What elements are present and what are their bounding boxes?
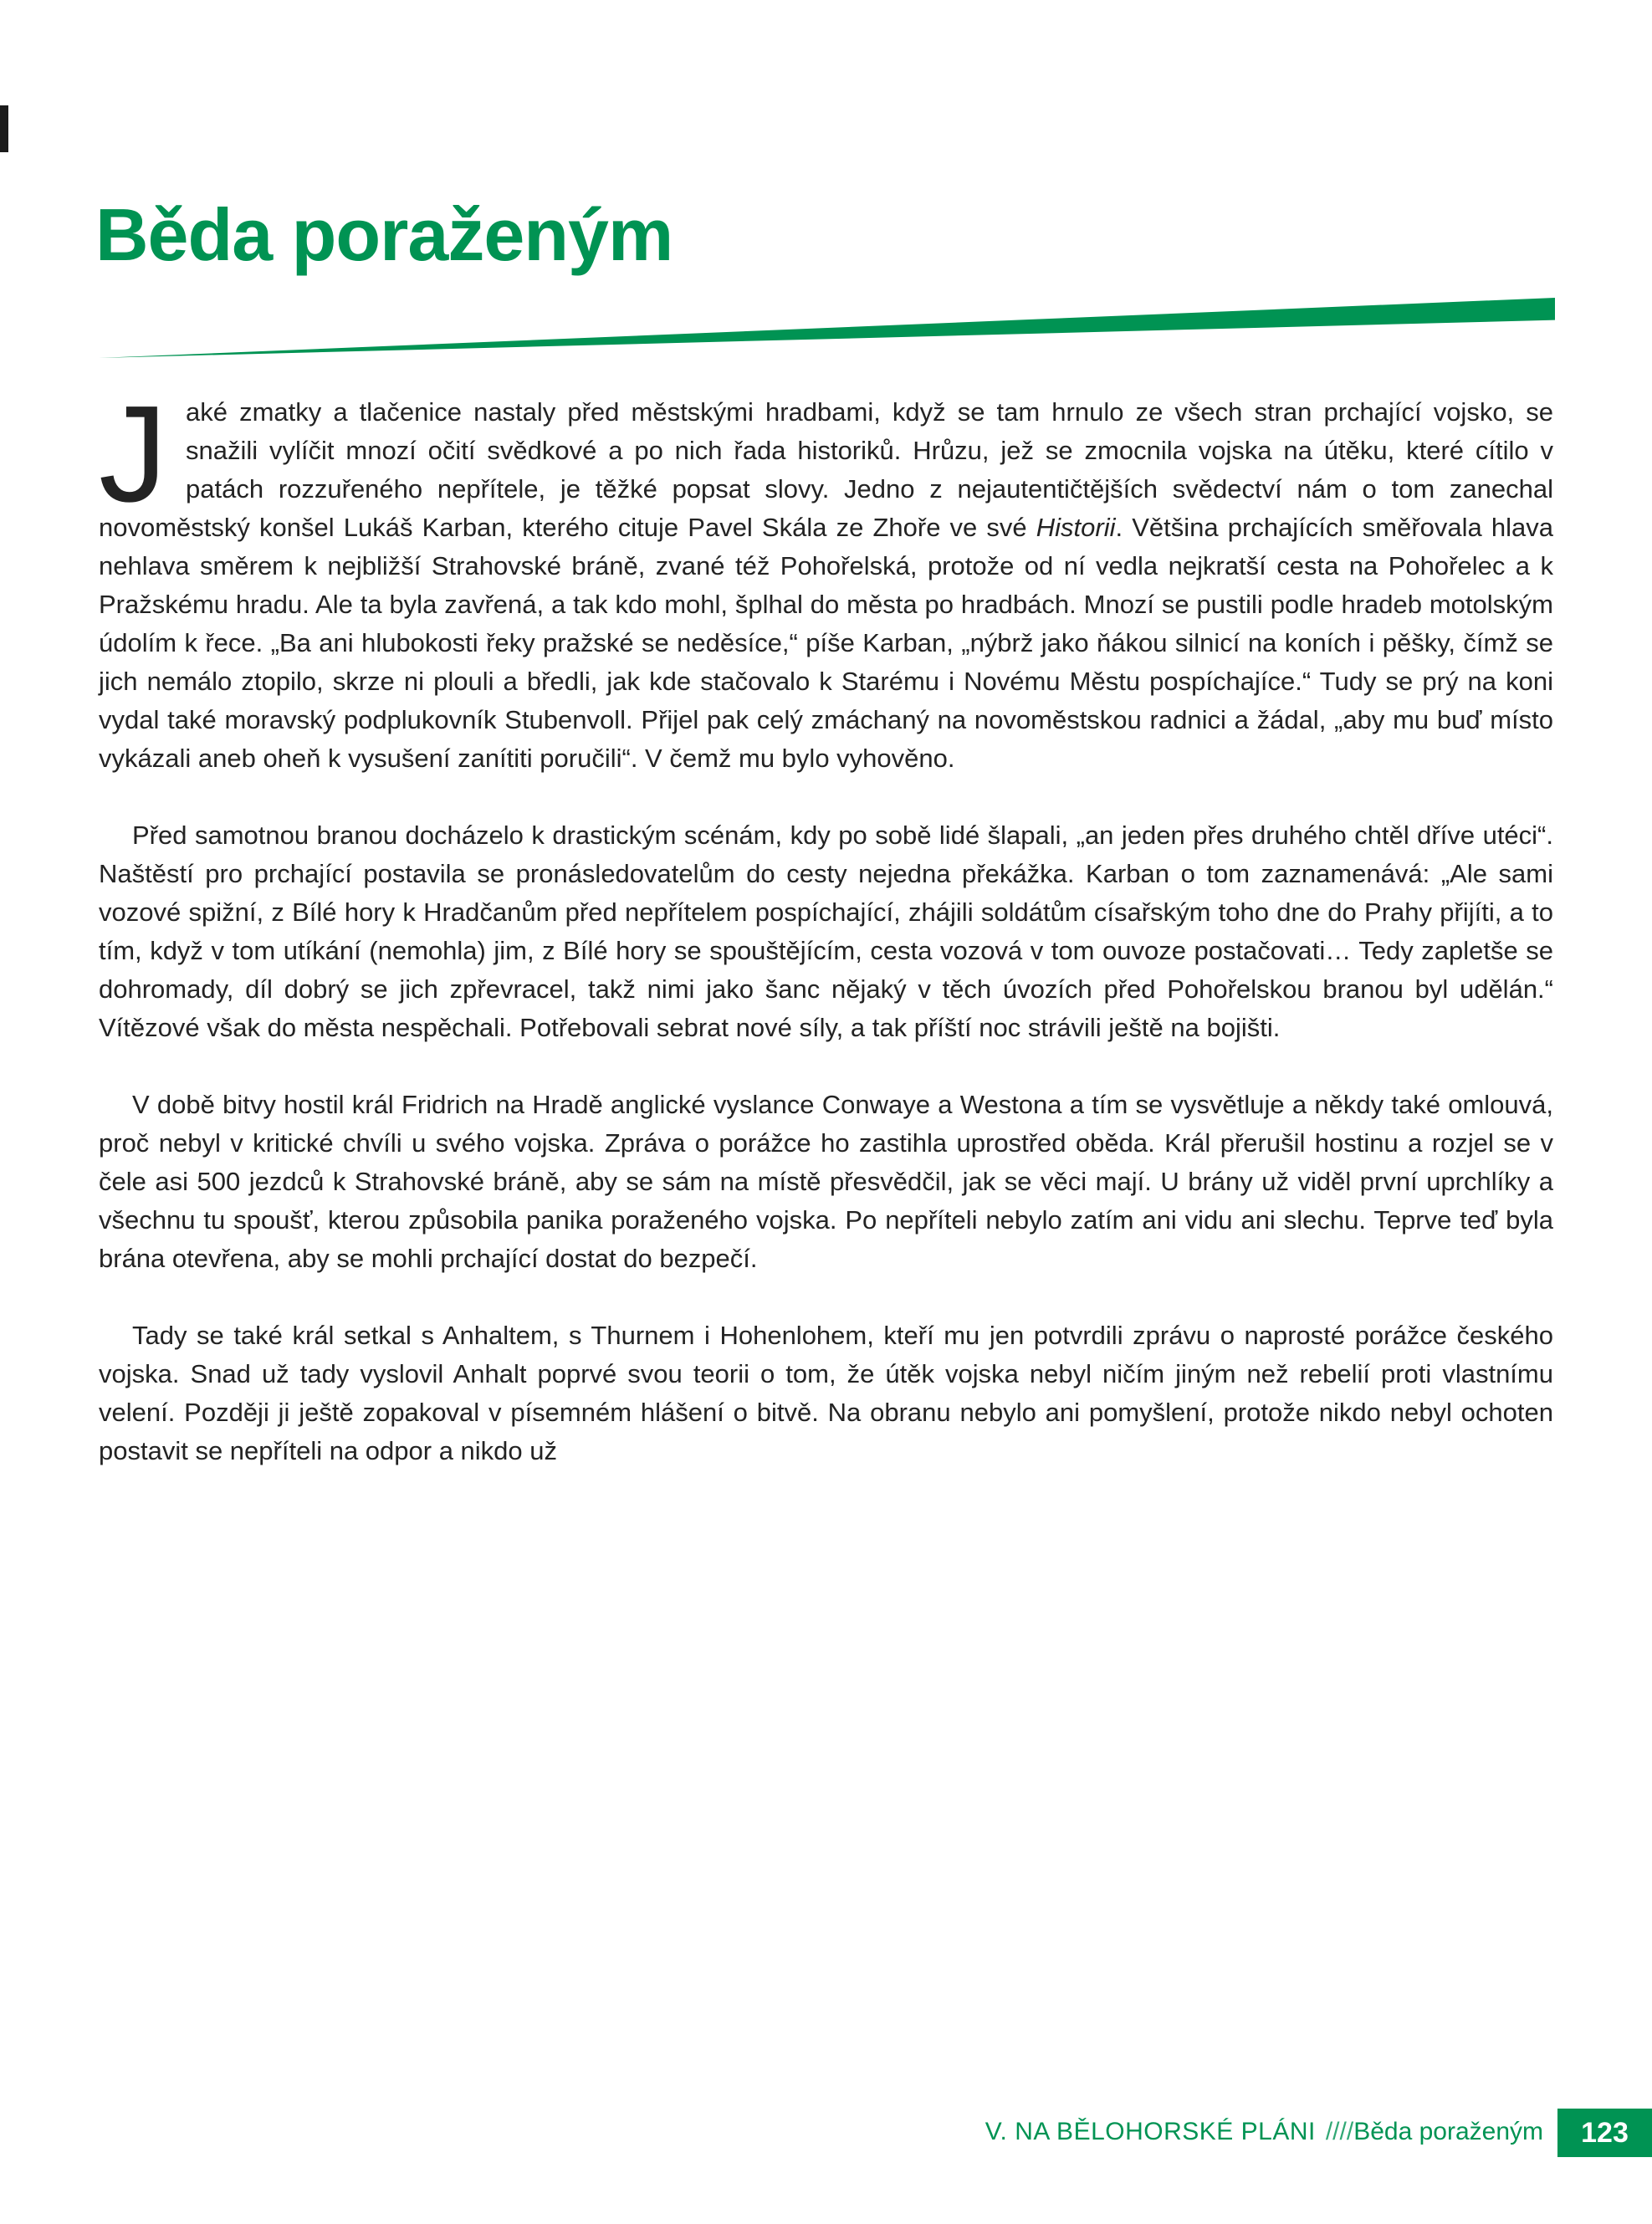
paragraph: [99, 377, 1553, 778]
page-footer: [985, 2118, 1543, 2146]
footer-chapter: V. NA BĚLOHORSKÉ PLÁNI: [985, 2118, 1316, 2145]
chapter-title: Běda poraženým: [95, 193, 673, 276]
paragraph: [99, 1086, 1553, 1278]
footer-section: Běda poraženým: [1353, 2118, 1543, 2145]
page-number-badge: [1557, 2109, 1652, 2157]
text-run: Před samotnou branou docházelo k drastickým scénám, kdy po sobě lidé šlapali, „an jeden přes druhého chtěl dříve utéci“. Naštěstí pro prchající postavila se pronásledovatelům do cesty nejedna překážka. Karban o tom zaznamenává: „Ale sami vozové spižní, z Bílé hory k Hradčanům před nepřítelem pospíchající, zhájili soldátům císařským toho dne do Prahy přijíti, a to tím, když v tom utíkání (nemohla) jim, z Bílé hory se spouštějícím, cesta vozová v tom ouvoze postačovati… Tedy zapletše se dohromady, díl dobrý se jich zpřevracel, takž nimi jako šanc nějaký v těch úvozích před Pohořelskou branou byl udělán.“ Vítězové však do města nespěchali. Potřebovali sebrat nové síly, a tak příští noc strávili ještě na bojišti.: [99, 821, 1553, 1042]
paragraph: [99, 1317, 1553, 1470]
italic-text-run: Historii: [1036, 513, 1116, 542]
text-run: V době bitvy hostil král Fridrich na Hradě anglické vyslance Conwaye a Westona a tím se vysvětluje a někdy také omlouvá, proč nebyl v kritické chvíli u svého vojska. Zpráva o porážce ho zastihla uprostřed oběda. Král přerušil hostinu a rozjel se v čele asi 500 jezdců k Strahovské bráně, aby se sám na místě přesvědčil, jak se věci mají. U brány už viděl první uprchlíky a všechnu tu spoušť, kterou způsobila panika poraženého vojska. Po nepříteli nebylo zatím ani vidu ani slechu. Teprve teď byla brána otevřena, aby se mohli prchající dostat do bezpečí.: [99, 1090, 1553, 1273]
paragraph: [99, 816, 1553, 1047]
text-run: aké zmatky a tlačenice nastaly před městskými hradbami, když se tam hrnulo ze všech stran prchající vojsko, se snažili vylíčit mnozí očití svědkové a po nich řada historiků. Hrůzu, jež se zmocnila vojska na útěku, které cítilo v patách rozzuřeného nepřítele, je těžké popsat slovy. Jedno z nejautentičtějších svědectví nám o tom zanechal novoměstský konšel Lukáš Karban, kterého cituje Pavel Skála ze Zhoře ve své: [99, 397, 1553, 542]
title-swoosh-rule: [99, 298, 1555, 358]
text-run: Tady se také král setkal s Anhaltem, s Thurnem i Hohenlohem, kteří mu jen potvrdili zprávu o naprosté porážce českého vojska. Snad už tady vyslovil Anhalt poprvé svou teorii o tom, že útěk vojska nebyl ničím jiným než rebelií proti vlastnímu velení. Později ji ještě zopakoval v písemném hlášení o bitvě. Na obranu nebylo ani pomyšlení, protože nikdo nebyl ochoten postavit se nepříteli na odpor a nikdo už: [99, 1321, 1553, 1465]
drop-cap: J: [99, 377, 167, 530]
text-run: . Většina prchajících směřovala hlava nehlava směrem k nejbližší Strahovské bráně, zvané též Pohořelská, protože od ní vedla nejkratší cesta na Pohořelec a k Pražskému hradu. Ale ta byla zavřená, a tak kdo mohl, šplhal do města po hradbách. Mnozí se pustili podle hradeb motolským údolím k řece. „Ba ani hlubokosti řeky pražské se neděsíce,“ píše Karban, „nýbrž jako ňákou silnicí na koních i pěšky, čímž se jich nemálo ztopilo, skrze ni plouli a bředli, jak kde stačovalo k Starému i Novému Městu pospíchajíce.“ Tudy se prý na koni vydal také moravský podplukovník Stubenvoll. Přijel pak celý zmáchaný na novoměstskou radnici a žádal, „aby mu buď místo vykázali aneb oheň k vysušení zanítiti poručili“. V čemž mu bylo vyhověno.: [99, 513, 1553, 773]
footer-separator: ////: [1325, 2118, 1354, 2145]
page-number: 123: [1581, 2116, 1629, 2149]
article: [99, 377, 1553, 1470]
page-edge-mark: [0, 105, 8, 152]
